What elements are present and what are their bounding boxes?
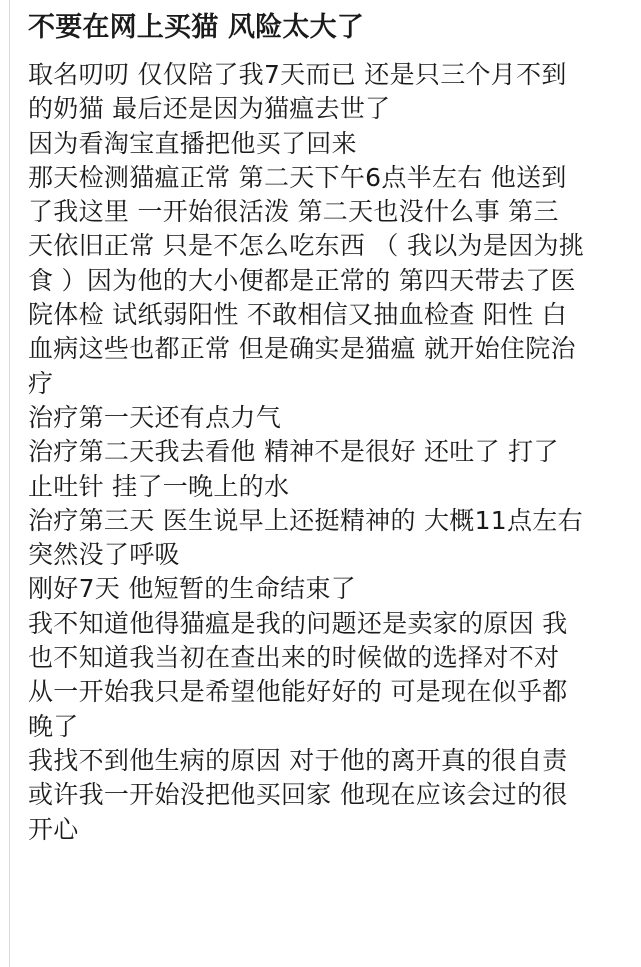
body-line: 也不知道我当初在查出来的时候做的选择对不对	[28, 643, 560, 673]
body-line: 或许我一开始没把他买回家 他现在应该会过的很	[28, 780, 568, 810]
body-line: 取名叨叨 仅仅陪了我7天而已 还是只三个月不到	[28, 60, 567, 89]
body-line: 的奶猫 最后还是因为猫瘟去世了	[28, 94, 391, 124]
body-line: 刚好7天 他短暂的生命结束了	[28, 574, 357, 604]
body-line: 血病这些也都正常 但是确实是猫瘟 就开始住院治	[28, 334, 576, 364]
body-line: 天依旧正常 只是不怎么吃东西 （ 我以为是因为挑	[28, 231, 585, 261]
body-line: 我找不到他生病的原因 对于他的离开真的很自责	[28, 745, 568, 775]
post-body	[28, 58, 611, 847]
body-line: 止吐针 挂了一晚上的水	[28, 471, 290, 501]
body-line: 治疗第三天 医生说早上还挺精神的 大概11点左右	[28, 505, 583, 535]
body-line: 我不知道他得猫瘟是我的问题还是卖家的原因 我	[28, 608, 568, 638]
body-line: 了我这里 一开始很活泼 第二天也没什么事 第三	[28, 197, 559, 227]
body-line: 食 ）因为他的大小便都是正常的 第四天带去了医	[28, 265, 576, 295]
body-line: 晚了	[28, 711, 79, 741]
body-line: 疗	[28, 368, 54, 398]
body-line: 从一开始我只是希望他能好好的 可是现在似乎都	[28, 677, 568, 707]
body-line: 突然没了呼吸	[28, 540, 180, 570]
body-line: 院体检 试纸弱阳性 不敢相信又抽血检查 阳性 白	[28, 300, 567, 330]
body-line: 治疗第一天还有点力气	[28, 402, 282, 432]
body-line: 治疗第二天我去看他 精神不是很好 还吐了 打了	[28, 437, 559, 467]
body-line: 开心	[28, 814, 79, 844]
body-line: 那天检测猫瘟正常 第二天下午6点半左右 他送到	[28, 162, 567, 192]
body-line: 因为看淘宝直播把他买了回来	[28, 128, 357, 158]
post-title: 不要在网上买猫 风险太大了	[28, 12, 364, 43]
